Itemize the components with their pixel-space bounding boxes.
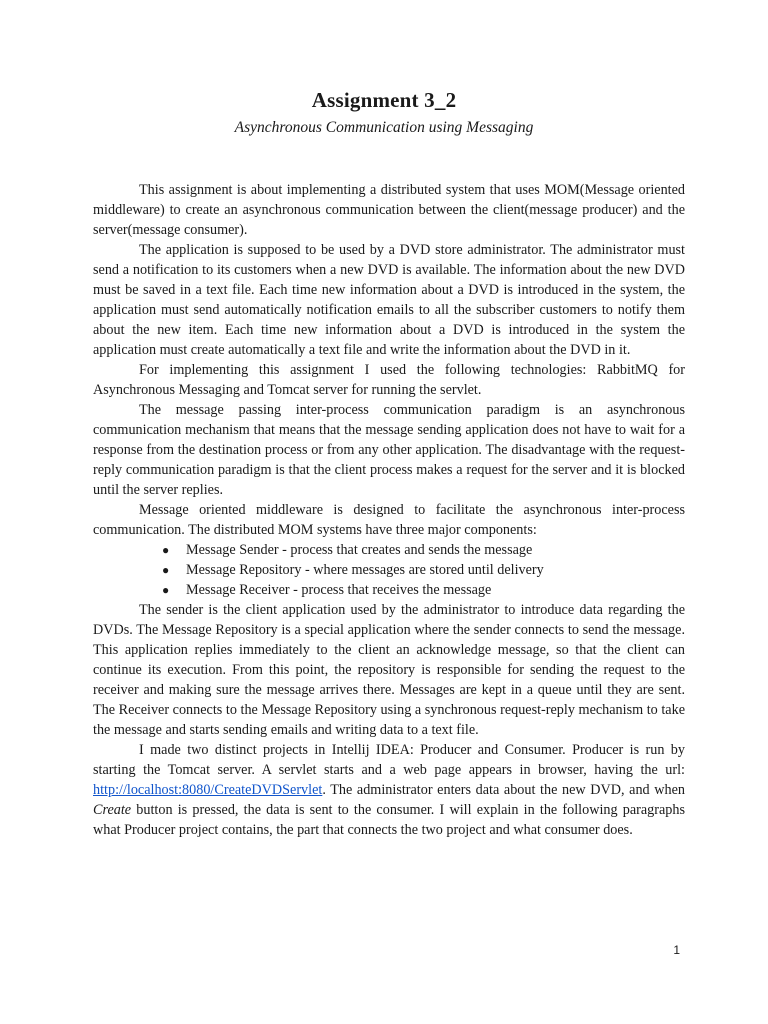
paragraph-text: . The administrator enters data about the new DVD, and when (322, 782, 685, 798)
bullet-icon: ● (162, 543, 170, 557)
bullet-icon: ● (162, 583, 170, 597)
list-item-text: Message Repository - where messages are stored until delivery (186, 562, 544, 578)
page-number: 1 (673, 943, 680, 957)
list-item-text: Message Sender - process that creates and sends the message (186, 542, 533, 558)
paragraph: Message oriented middleware is designed to facilitate the asynchronous inter-process communication. The distributed MOM systems have three major components: (93, 502, 685, 538)
document-subtitle: Asynchronous Communication using Messaging (234, 119, 534, 136)
list-item (93, 560, 685, 580)
paragraph-text: I made two distinct projects in Intellij IDEA: Producer and Consumer. Producer is run by starting the Tomcat server. A servlet starts and a web page appears in browser, having the url: (93, 742, 685, 778)
paragraph: The application is supposed to be used by a DVD store administrator. The administrator must send a notification to its customers when a new DVD is available. The information about the new DVD must be saved in a text file. Each time new information about a DVD is introduced in the system, the application must send automatically notification emails to all the subscriber customers to notify them about the new item. Each time new information about a DVD is introduced in the system the application must create automatically a text file and write the information about the DVD in it. (93, 242, 685, 358)
list-item (93, 580, 685, 600)
components-list (93, 540, 685, 600)
paragraph-with-link (93, 740, 685, 840)
create-emphasis: Create (93, 802, 132, 818)
paragraph: The message passing inter-process communication paradigm is an asynchronous communication mechanism that means that the message sending application does not have to wait for a response from the destination process or from any other application. The disadvantage with the request-reply communication paradigm is that the client process makes a request for the server and it is blocked until the server replies. (93, 402, 685, 498)
paragraph: This assignment is about implementing a distributed system that uses MOM(Message oriented middleware) to create an asynchronous communication between the client(message producer) and the server(message consumer). (93, 182, 685, 238)
servlet-url-link[interactable]: http://localhost:8080/CreateDVDServlet (93, 782, 323, 798)
list-item (93, 540, 685, 560)
paragraph: For implementing this assignment I used the following technologies: RabbitMQ for Asynchronous Messaging and Tomcat server for running the servlet. (93, 362, 685, 398)
document-title: Assignment 3_2 (311, 88, 457, 112)
bullet-icon: ● (162, 563, 170, 577)
list-item-text: Message Receiver - process that receives the message (186, 582, 492, 598)
paragraph-text: button is pressed, the data is sent to the consumer. I will explain in the following paragraphs what Producer project contains, the part that connects the two project and what consumer does. (93, 802, 685, 838)
paragraph: The sender is the client application used by the administrator to introduce data regarding the DVDs. The Message Repository is a special application where the sender connects to send the message. This application replies immediately to the client an acknowledge message, so that the client can continue its execution. From this point, the repository is responsible for sending the request to the receiver and making sure the message arrives there. Messages are kept in a queue until they are sent. The Receiver connects to the Message Repository using a synchronous request-reply mechanism to take the message and starts sending emails and writing data to a text file. (93, 602, 685, 738)
document-body (93, 180, 685, 840)
